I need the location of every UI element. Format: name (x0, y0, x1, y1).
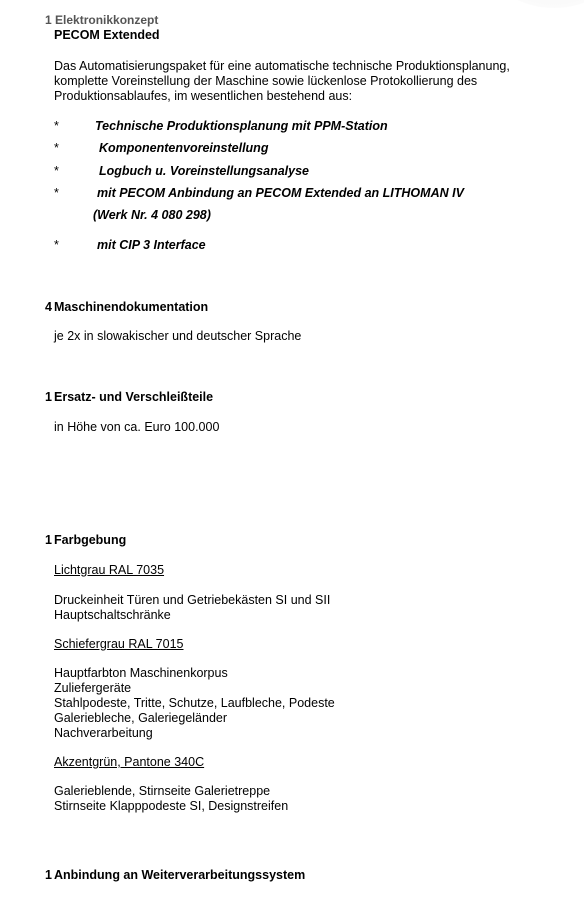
color-usage-line: Druckeinheit Türen und Getriebekästen SI und SII (54, 593, 331, 607)
bullet-marker: * (54, 186, 59, 200)
pecom-title: PECOM Extended (54, 28, 160, 42)
bullet-marker: * (54, 141, 59, 155)
pecom-item-5: mit CIP 3 Interface (97, 238, 206, 252)
color-usage-line: Stahlpodeste, Tritte, Schutze, Laufbleche, Podeste (54, 696, 335, 710)
bullet-marker: * (54, 164, 59, 178)
color-usage-line: Galerieblende, Stirnseite Galerietreppe (54, 784, 271, 798)
color-usage-line: Nachverarbeitung (54, 726, 153, 740)
pecom-item-2: Komponentenvoreinstellung (99, 141, 269, 155)
section-text-ersatzteile: in Höhe von ca. Euro 100.000 (54, 420, 220, 434)
color-usage-line: Galeriebleche, Galeriegeländer (54, 711, 228, 725)
color-usage-line: Zuliefergeräte (54, 681, 132, 695)
section-qty: 1 (45, 868, 52, 882)
pecom-intro-line-1: Das Automatisierungspaket für eine automatische technische Produktionsplanung, (54, 59, 510, 73)
color-usage-line: Hauptschaltschränke (54, 608, 171, 622)
section-title-dokumentation: Maschinendokumentation (54, 300, 209, 314)
pecom-item-3: Logbuch u. Voreinstellungsanalyse (99, 164, 309, 178)
section-qty: 1 (45, 390, 52, 404)
pecom-intro-line-2: komplette Voreinstellung der Maschine sowie lückenlose Protokollierung des (54, 74, 478, 88)
pecom-item-4-continued: (Werk Nr. 4 080 298) (93, 208, 211, 222)
section-title-ersatzteile: Ersatz- und Verschleißteile (54, 390, 214, 404)
color-name-akzentgruen: Akzentgrün, Pantone 340C (54, 755, 205, 769)
color-usage-line: Hauptfarbton Maschinenkorpus (54, 666, 228, 680)
color-usage-line: Stirnseite Klapppodeste SI, Designstreifen (54, 799, 289, 813)
bullet-marker: * (54, 119, 59, 133)
section-title-anbindung: Anbindung an Weiterverarbeitungssystem (54, 868, 306, 882)
section-text-dokumentation: je 2x in slowakischer und deutscher Sprache (54, 329, 302, 343)
pecom-item-1: Technische Produktionsplanung mit PPM-Station (95, 119, 388, 133)
section-qty: 4 (45, 300, 52, 314)
pecom-item-4: mit PECOM Anbindung an PECOM Extended an LITHOMAN IV (97, 186, 464, 200)
color-name-lichtgrau: Lichtgrau RAL 7035 (54, 563, 165, 577)
page-corner-shadow (494, 0, 584, 8)
section-qty: 1 (45, 533, 52, 547)
bullet-marker: * (54, 238, 59, 252)
cut-off-heading: 1 Elektronikkonzept (45, 13, 159, 27)
section-title-farbgebung: Farbgebung (54, 533, 127, 547)
color-name-schiefergrau: Schiefergrau RAL 7015 (54, 637, 184, 651)
pecom-intro-line-3: Produktionsablaufes, im wesentlichen bestehend aus: (54, 89, 353, 103)
